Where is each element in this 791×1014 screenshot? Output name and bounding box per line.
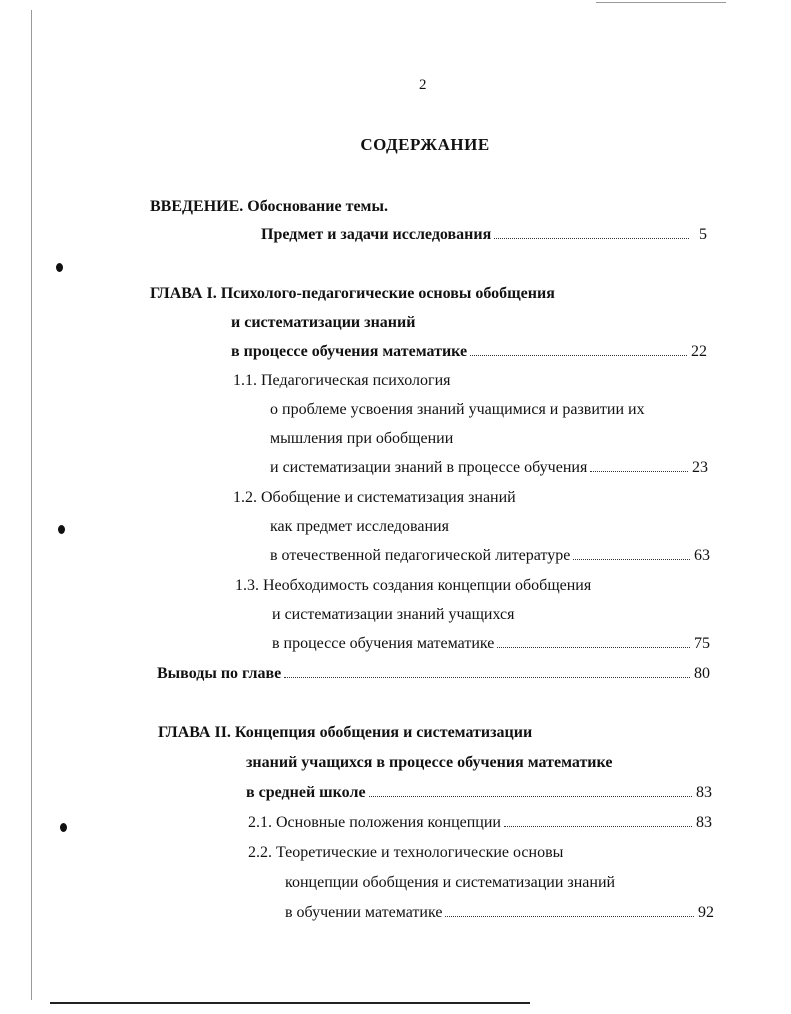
toc-s11-line3: мышления при обобщении: [270, 430, 454, 447]
toc-entry-title: 2.1. Основные положения концепции: [248, 814, 501, 831]
toc-s12-line1: 1.2. Обобщение и систематизация знаний: [233, 489, 516, 506]
toc-s12-line2: как предмет исследования: [270, 518, 449, 535]
toc-entry-chapter1: [231, 342, 707, 362]
toc-s11-line1: 1.1. Педагогическая психология: [233, 372, 451, 389]
page-number: 2: [419, 77, 427, 93]
page-title: СОДЕРЖАНИЕ: [360, 135, 490, 154]
punch-hole-mark: [60, 823, 67, 832]
toc-s22-line2: концепции обобщения и систематизации знаний: [285, 874, 616, 891]
toc-page-number: 75: [694, 635, 710, 652]
dot-leader: [369, 795, 692, 797]
dot-leader: [497, 646, 690, 648]
dot-leader: [470, 354, 687, 356]
dot-leader: [284, 676, 690, 678]
toc-page-number: 80: [694, 665, 710, 682]
toc-page-number: 92: [698, 904, 714, 921]
toc-entry-s11: [270, 458, 708, 478]
toc-page-number: 83: [696, 814, 712, 831]
toc-entry-s12: [270, 546, 710, 566]
toc-entry-intro: [261, 225, 707, 245]
dot-leader: [445, 915, 694, 917]
toc-chapter2-line2: знаний учащихся в процессе обучения математике: [246, 754, 613, 771]
toc-entry-s21: [248, 813, 712, 833]
toc-page-number: 5: [699, 226, 707, 243]
toc-chapter2-line1: ГЛАВА II. Концепция обобщения и систематизации: [158, 724, 533, 741]
dot-leader: [590, 470, 688, 472]
toc-entry-conclusions: [157, 664, 710, 684]
toc-entry-title: в обучении математике: [285, 904, 443, 921]
toc-page-number: 63: [694, 547, 710, 564]
punch-hole-mark: [58, 525, 65, 534]
toc-entry-title: и систематизации знаний в процессе обучения: [270, 459, 588, 476]
toc-s13-line2: и систематизации знаний учащихся: [272, 606, 515, 623]
dot-leader: [504, 825, 692, 827]
toc-entry-title: в процессе обучения математике: [231, 343, 468, 360]
scan-left-edge: [31, 10, 32, 1000]
toc-entry-s22: [285, 903, 714, 923]
toc-entry-title: в процессе обучения математике: [272, 635, 495, 652]
scan-bottom-edge: [50, 1002, 530, 1004]
toc-page-number: 22: [691, 343, 707, 360]
toc-entry-title: Выводы по главе: [157, 665, 282, 682]
toc-page-number: 83: [696, 784, 712, 801]
toc-chapter1-line2: и систематизации знаний: [231, 314, 416, 331]
scan-top-mark: [596, 2, 726, 3]
toc-page-number: 23: [692, 459, 708, 476]
toc-entry-title: в отечественной педагогической литературе: [270, 547, 571, 564]
toc-s22-line1: 2.2. Теоретические и технологические основы: [248, 844, 564, 861]
toc-entry-chapter2: [246, 783, 712, 803]
dot-leader: [573, 558, 690, 560]
toc-entry-title: Предмет и задачи исследования: [261, 226, 492, 243]
toc-chapter1-line1: ГЛАВА I. Психолого-педагогические основы обобщения: [150, 285, 555, 302]
punch-hole-mark: [56, 263, 63, 272]
toc-entry-title: в средней школе: [246, 784, 366, 801]
dot-leader: [494, 237, 689, 239]
toc-s11-line2: о проблеме усвоения знаний учащимися и развитии их: [270, 401, 645, 418]
toc-s13-line1: 1.3. Необходимость создания концепции обобщения: [235, 577, 592, 594]
toc-entry-s13: [272, 634, 710, 654]
toc-intro-line1: ВВЕДЕНИЕ. Обоснование темы.: [150, 198, 388, 215]
